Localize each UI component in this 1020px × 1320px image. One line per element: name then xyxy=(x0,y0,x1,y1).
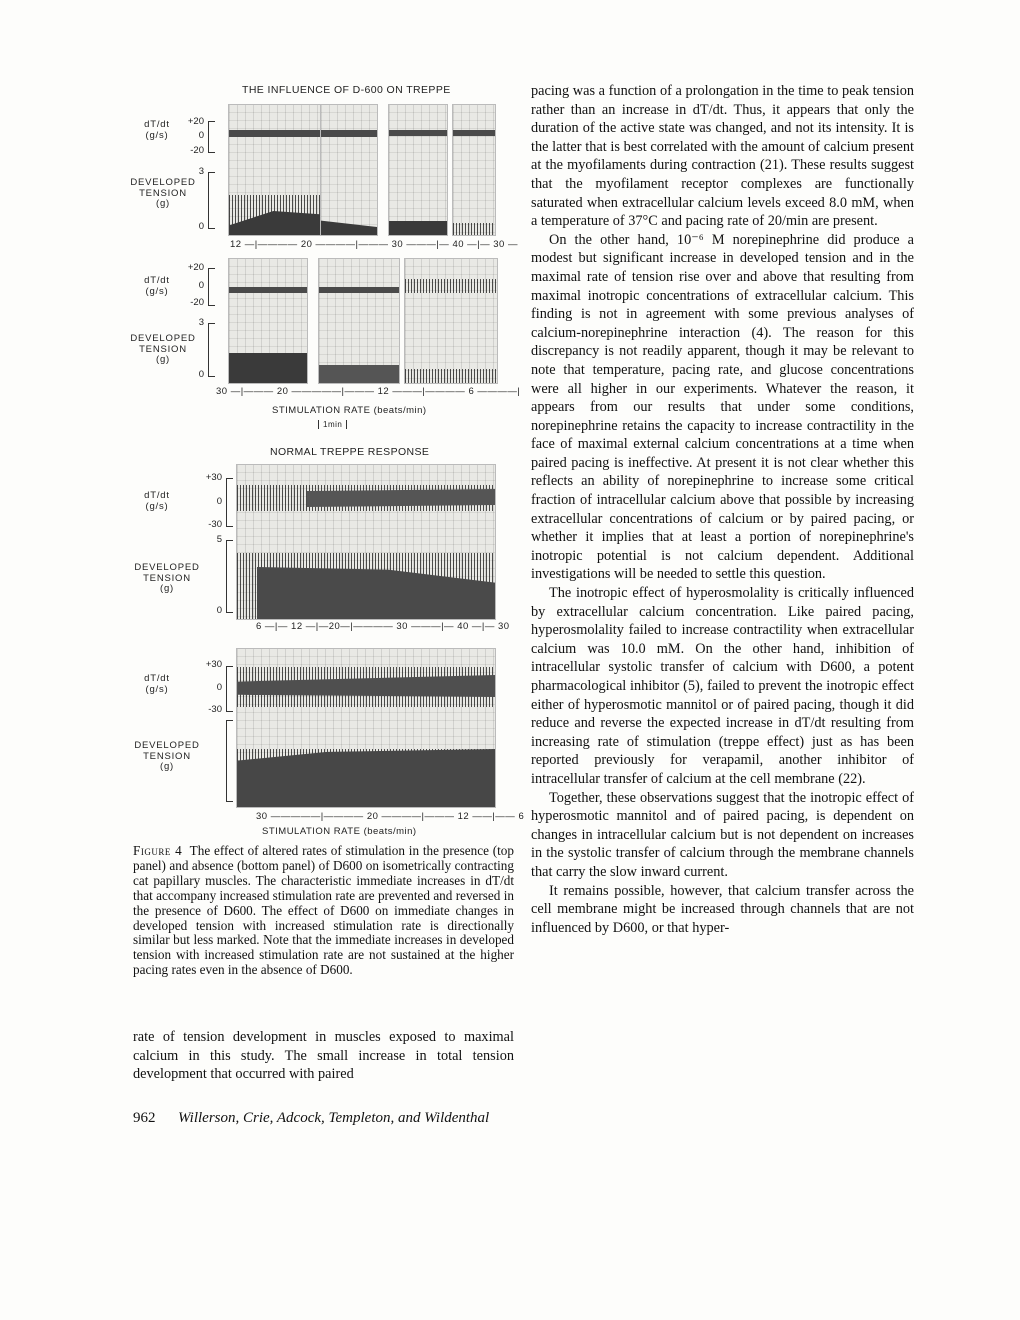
panel1-tension-label: DEVELOPED TENSION (g) xyxy=(130,177,196,209)
panel4-tension-label: DEVELOPED TENSION (g) xyxy=(134,740,200,772)
trace-segment xyxy=(452,104,496,236)
running-footer-authors: Willerson, Crie, Adcock, Templeton, and Wildenthal xyxy=(178,1110,490,1126)
tick: 3 xyxy=(198,317,204,328)
panel2-rates: 30 —|——— 20 —————|——— 12 ———|———— 6 ————| xyxy=(216,386,521,397)
tick: 0 xyxy=(216,496,222,507)
tick: 0 xyxy=(216,682,222,693)
top-panel-title: THE INFLUENCE OF D-600 ON TREPPE xyxy=(242,84,451,96)
panel3-rates: 6 —|— 12 —|—20—|———— 30 ———|— 40 —|— 30 xyxy=(256,621,510,632)
tick: 0 xyxy=(198,130,204,141)
tick: 3 xyxy=(198,166,204,177)
panel2-dtdt-label: dT/dt (g/s) xyxy=(144,275,170,297)
axis-bracket xyxy=(226,540,233,613)
axis-bracket xyxy=(226,478,233,527)
tick: +20 xyxy=(187,116,204,127)
tick: +30 xyxy=(205,472,222,483)
trace-segment xyxy=(404,258,498,384)
paragraph: Together, these observations suggest that the inotropic effect of hyperosmotic mannitol and of paired pacing, is dependent on changes in intracellular calcium but is not dependent on increases in the systolic transfer of calcium through the membrane channels that carry the slow inward current. xyxy=(531,789,914,880)
paragraph: On the other hand, 10⁻⁶ M norepinephrine did produce a modest but significant increase in developed tension and in the maximal rate of tension rise over and above that resulting from maximal inotropic concentrations of extracellular calcium. This finding is not in agreement with some previous analyses of calcium-norepinephrine interaction (4). The reason for this discrepancy is not readily apparent, though it may be relevant to note that temperature, pacing rate, and glucose concentrations were all higher in our experiments. Whatever the reason, it appears from our results that under some conditions, norepinephrine retains the capacity to increase contractility in the face of maximal external calcium concentrations at a time when paired pacing is ineffective. At present it is not clear whether this reflects an ability of norepinephrine to increase some critical fraction of intracellular calcium above that possible by increasing extracellular concentrations of calcium or by paired pacing, or whether it implies that at least a portion of norepinephrine's inotropic potential is not calcium dependent. Additional investigations will be needed to settle this question. xyxy=(531,231,914,583)
tick: +20 xyxy=(187,262,204,273)
tick: 0 xyxy=(198,369,204,380)
tick: 0 xyxy=(198,280,204,291)
axis-bracket xyxy=(226,666,233,712)
paragraph: It remains possible, however, that calcium transfer across the cell membrane might be increased through channels that are not influenced by D600, or that hyper- xyxy=(531,882,914,936)
tick: 0 xyxy=(198,221,204,232)
stim-rate-label: STIMULATION RATE (beats/min) xyxy=(272,405,427,416)
axis-bracket xyxy=(208,268,215,306)
trace-segment xyxy=(388,104,448,236)
panel4-rates: 30 —————|———— 20 ————|——— 12 ——|—— 6 xyxy=(256,811,525,822)
paragraph: pacing was a function of a prolongation in the time to peak tension rather than an increase in dT/dt. Thus, it appears that only the duration of the active state was changed, and not its intensity. It is the latter that is best correlated with the amount of calcium present at the myofilaments during contraction (21). These results suggest that the myofilament receptor complexes are functionally saturated when extracellular calcium levels exceed 8.0 mM, when a temperature of 37°C and pacing rate of 20/min are present. xyxy=(531,83,914,230)
axis-bracket xyxy=(208,172,215,229)
trace-segment xyxy=(318,258,400,384)
trace-segment xyxy=(236,464,496,620)
panel1-rates: 12 —|———— 20 ————|——— 30 ———|— 40 —|— 30 — xyxy=(230,239,518,250)
tick: -20 xyxy=(190,297,204,308)
axis-bracket xyxy=(226,720,233,802)
left-column-text xyxy=(133,1028,514,1084)
figure-label: Figure 4 xyxy=(133,843,183,858)
tick: -30 xyxy=(208,704,222,715)
tick: 5 xyxy=(216,534,222,545)
tick: -20 xyxy=(190,145,204,156)
bottom-panel-title: NORMAL TREPPE RESPONSE xyxy=(270,446,430,458)
tick: -30 xyxy=(208,519,222,530)
panel4-dtdt-label: dT/dt (g/s) xyxy=(144,673,170,695)
tick: 0 xyxy=(216,605,222,616)
trace-segment xyxy=(320,104,378,236)
trace-segment xyxy=(228,258,308,384)
tick: +30 xyxy=(205,659,222,670)
paragraph: The inotropic effect of hyperosmolality is critically influenced by extracellular calcium concentration. Like paired pacing, hyperosmolality failed to increase contractility when extracellular calcium was 10.0 mM. On the other hand, inhibition of intracellular systolic transfer of calcium with D600, a potent pharmacological inhibitor (5), failed to prevent the inotropic effect either of hyperosmotic mannitol or of paired pacing, though it did reduce and reverse the expected increase in dT/dt resulting from increasing rate of stimulation (treppe effect) just as has been reported previously for verapamil, another inhibitor of intracellular transfer of calcium at the cell membrane (22). xyxy=(531,585,914,787)
right-column xyxy=(531,82,914,937)
panel3-tension-label: DEVELOPED TENSION (g) xyxy=(134,562,200,594)
axis-bracket xyxy=(208,121,215,153)
panel3-dtdt-label: dT/dt (g/s) xyxy=(144,490,170,512)
panel2-tension-label: DEVELOPED TENSION (g) xyxy=(130,333,196,365)
page-number: 962 xyxy=(133,1110,156,1126)
stim-rate-label-2: STIMULATION RATE (beats/min) xyxy=(262,826,417,837)
caption-text: The effect of altered rates of stimulation in the presence (top panel) and absence (bottom panel) of D600 on isometrically contracting cat papillary muscles. The characteristic immediate increases in dT/dt that accompany increased stimulation rate are prevented and reversed in the presence of D600. The effect of D600 on immediate changes in developed tension with increased stimulation rate is directionally similar but less marked. Note that the immediate increases in developed tension with increased stimulation rate are not sustained at the higher pacing rates even in the absence of D600. xyxy=(133,843,514,978)
panel1-dtdt-label: dT/dt (g/s) xyxy=(144,119,170,141)
axis-bracket xyxy=(208,323,215,377)
trace-segment xyxy=(236,648,496,808)
time-scale: 1min xyxy=(318,420,347,429)
figure-caption xyxy=(133,844,514,978)
paragraph: rate of tension development in muscles exposed to maximal calcium in this study. The small increase in total tension development that occurred with paired xyxy=(133,1029,514,1083)
